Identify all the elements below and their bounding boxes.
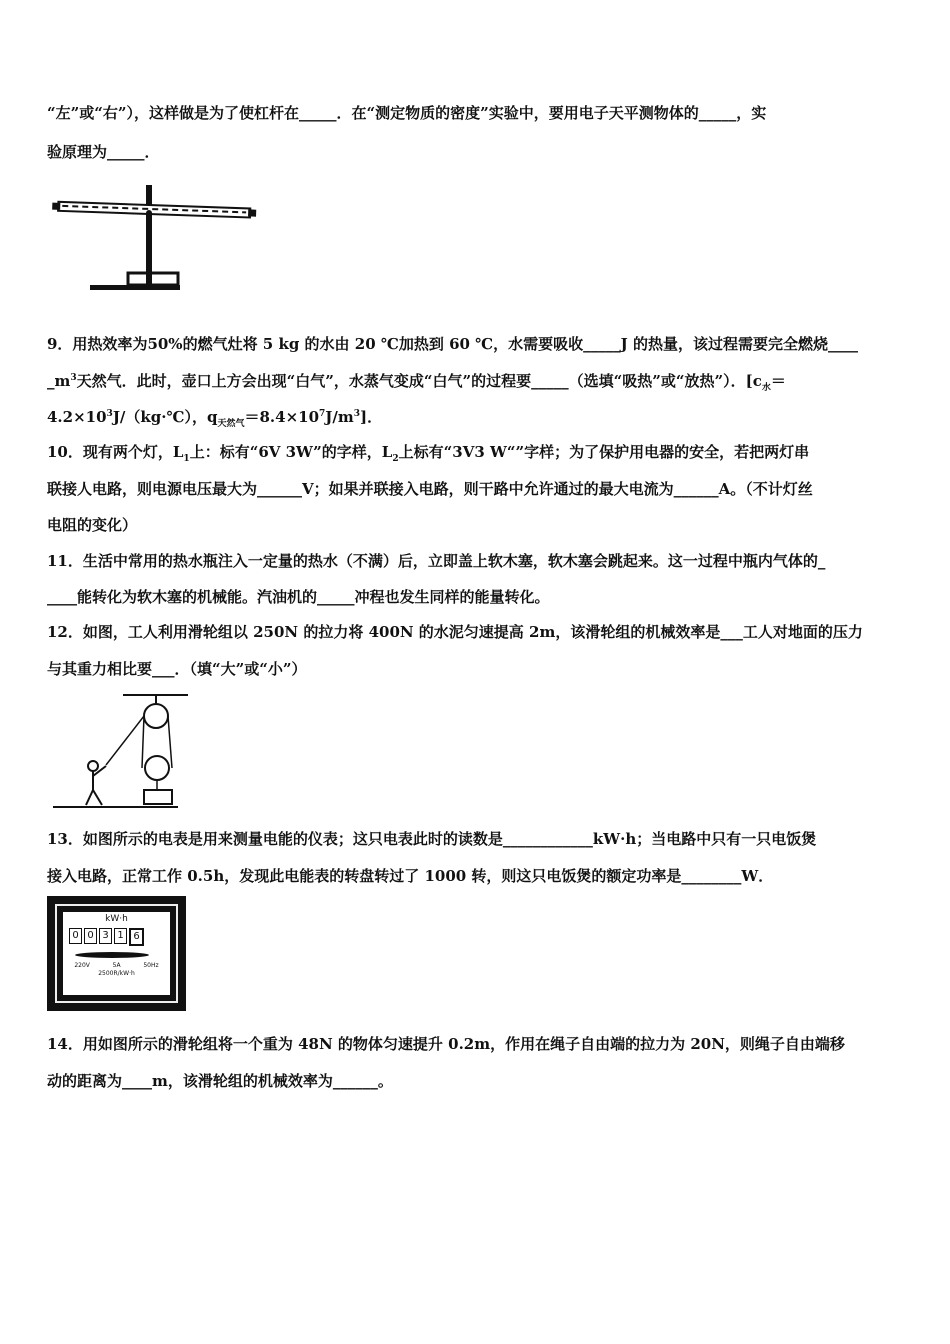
q13-line-2: 接入电路，正常工作 0.5h，发现此电能表的转盘转过了 1000 转，则这只电饭煲的额定功率是________W．	[47, 867, 774, 885]
pulley-worker-figure	[48, 690, 198, 815]
meter-digits	[69, 928, 144, 946]
meter-current: 5A	[112, 962, 121, 969]
q13-line-1: 13．如图所示的电表是用来测量电能的仪表；这只电表此时的读数是____________kW·h；当电路中只有一只电饭煲	[47, 830, 817, 848]
meter-voltage: 220V	[74, 962, 90, 969]
meter-specs	[63, 962, 170, 969]
meter-unit: kW·h	[105, 914, 128, 924]
meter-digit: 0	[84, 928, 97, 944]
meter-digit: 3	[99, 928, 112, 944]
q14-line-2: 动的距离为____m，该滑轮组的机械效率为______。	[47, 1072, 393, 1090]
q11-line-2: ____能转化为软木塞的机械能。汽油机的_____冲程也发生同样的能量转化。	[47, 588, 550, 606]
q9-line-2: $\_m^3$天然气．此时，壶口上方会出现“白气”，水蒸气变成“白气”的过程要_____（选填“吸热”或“放热”）．[$c_水=$	[47, 372, 786, 393]
q10-line-3: 电阻的变化）	[47, 516, 138, 534]
q10-line-1: 10．现有两个灯，$L_1$上：标有“6V 3W”的字样，$L_2$上标有“3V3 W“”字样；为了保护用电器的安全，若把两灯串	[47, 443, 810, 464]
text-line: 验原理为_____．	[47, 143, 160, 161]
electricity-meter	[47, 896, 186, 1011]
q12-line-2: 与其重力相比要___．（填“大”或“小”）	[47, 660, 307, 678]
q14-line-1: 14．用如图所示的滑轮组将一个重为 48N 的物体匀速提升 0.2m，作用在绳子自由端的拉力为 20N，则绳子自由端移	[47, 1035, 845, 1053]
meter-rating: 2500R/kW·h	[98, 970, 135, 977]
text-line: “左”或“右”），这样做是为了使杠杆在_____．在“测定物质的密度”实验中，要用电子天平测物体的_____，实	[47, 104, 767, 122]
q12-line-1: 12．如图，工人利用滑轮组以 250N 的拉力将 400N 的水泥匀速提高 2m，该滑轮组的机械效率是___工人对地面的压力	[47, 623, 863, 641]
q9-line-3: $4.2\times 10^3J/(kg\cdot℃)$，$q_{天然气}=8.4\times 10^7J/m^3$]．	[47, 408, 383, 429]
lever-figure	[50, 185, 260, 300]
q11-line-1: 11．生活中常用的热水瓶注入一定量的热水（不满）后，立即盖上软木塞，软木塞会跳起来。这一过程中瓶内气体的_	[47, 552, 826, 570]
q9-line-1: 9．用热效率为50%的燃气灶将 5 kg 的水由 20 ℃加热到 60 ℃，水需要吸收_____J 的热量，该过程需要完全燃烧____	[47, 335, 858, 353]
meter-disc	[75, 952, 149, 958]
meter-frequency: 50Hz	[143, 962, 159, 969]
meter-digit-decimal: 6	[129, 928, 144, 946]
meter-digit: 1	[114, 928, 127, 944]
q10-line-2: 联接人电路，则电源电压最大为______V；如果并联接入电路，则干路中允许通过的最大电流为______A。（不计灯丝	[47, 480, 813, 498]
meter-digit: 0	[69, 928, 82, 944]
